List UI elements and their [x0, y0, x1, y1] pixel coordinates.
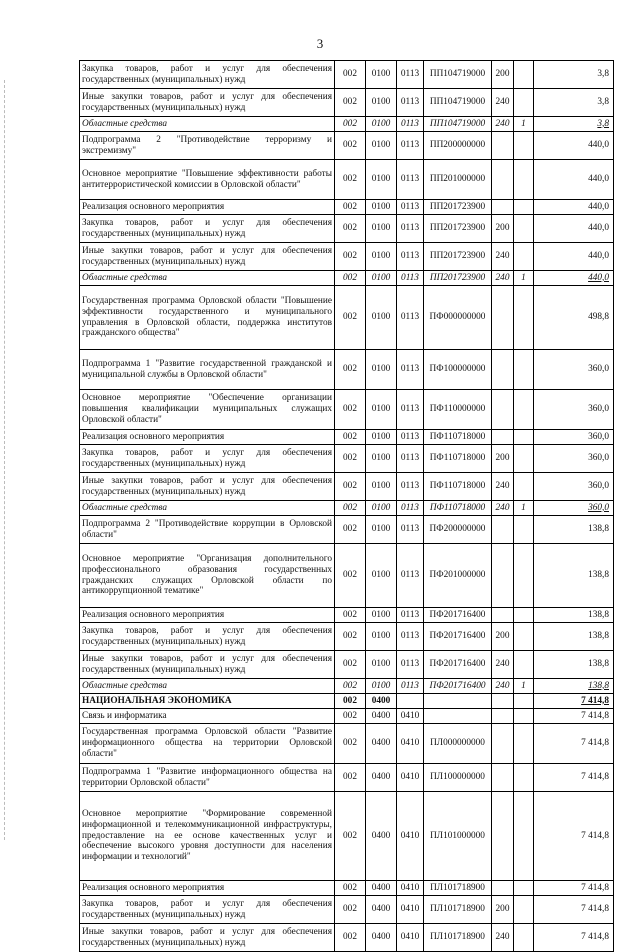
table-row	[80, 896, 614, 924]
table-row	[80, 200, 614, 215]
row-amount: 440,0	[534, 132, 614, 160]
row-target-article: ПП201000000	[424, 160, 492, 200]
table-row	[80, 881, 614, 896]
table-row	[80, 608, 614, 623]
table-row	[80, 271, 614, 286]
row-subsection: 0113	[397, 200, 424, 215]
row-target-article: ПП201723900	[424, 271, 492, 286]
row-funding-source: 1	[514, 501, 534, 516]
row-section: 0100	[366, 132, 397, 160]
row-subsection: 0113	[397, 132, 424, 160]
row-subsection: 0113	[397, 651, 424, 679]
row-name: Подпрограмма 2 "Противодействие терроризму и экстремизму"	[80, 132, 335, 160]
row-grbs: 002	[335, 215, 366, 243]
row-name: Закупка товаров, работ и услуг для обеспечения государственных (муниципальных) нужд	[80, 445, 335, 473]
row-funding-source	[514, 792, 534, 881]
row-funding-source	[514, 881, 534, 896]
row-amount: 3,8	[534, 89, 614, 117]
row-subsection: 0113	[397, 61, 424, 89]
row-grbs: 002	[335, 286, 366, 350]
row-name: Областные средства	[80, 679, 335, 694]
row-funding-source	[514, 286, 534, 350]
row-subsection: 0410	[397, 881, 424, 896]
row-expense-type	[492, 694, 514, 709]
row-expense-type	[492, 881, 514, 896]
row-target-article: ПЛ101718900	[424, 924, 492, 952]
row-name: Основное мероприятие "Организация дополнительного профессионального образования государственных гражданских служащих Орловской области по антикоррупционной тематике"	[80, 544, 335, 608]
row-section: 0400	[366, 764, 397, 792]
row-amount: 440,0	[534, 243, 614, 271]
table-row	[80, 286, 614, 350]
row-expense-type: 240	[492, 924, 514, 952]
table-row	[80, 694, 614, 709]
row-name: Реализация основного мероприятия	[80, 200, 335, 215]
row-section: 0100	[366, 243, 397, 271]
row-section: 0100	[366, 651, 397, 679]
row-amount: 440,0	[534, 271, 614, 286]
row-section: 0400	[366, 896, 397, 924]
row-name: Закупка товаров, работ и услуг для обеспечения государственных (муниципальных) нужд	[80, 623, 335, 651]
row-name: Реализация основного мероприятия	[80, 881, 335, 896]
row-section: 0100	[366, 516, 397, 544]
table-row	[80, 215, 614, 243]
row-expense-type: 200	[492, 445, 514, 473]
row-subsection: 0113	[397, 390, 424, 430]
row-section: 0400	[366, 694, 397, 709]
row-grbs: 002	[335, 200, 366, 215]
row-section: 0100	[366, 608, 397, 623]
row-name: Закупка товаров, работ и услуг для обеспечения государственных (муниципальных) нужд	[80, 215, 335, 243]
row-funding-source	[514, 651, 534, 679]
row-section: 0400	[366, 724, 397, 764]
row-funding-source	[514, 924, 534, 952]
row-expense-type	[492, 286, 514, 350]
row-target-article: ПЛ101000000	[424, 792, 492, 881]
row-amount: 360,0	[534, 390, 614, 430]
row-expense-type	[492, 350, 514, 390]
row-target-article: ПФ201716400	[424, 623, 492, 651]
row-target-article: ПФ110718000	[424, 445, 492, 473]
row-section: 0400	[366, 792, 397, 881]
row-target-article: ПФ100000000	[424, 350, 492, 390]
row-amount: 7 414,8	[534, 724, 614, 764]
row-subsection: 0113	[397, 160, 424, 200]
row-target-article: ПЛ100000000	[424, 764, 492, 792]
row-section: 0100	[366, 286, 397, 350]
row-subsection: 0113	[397, 430, 424, 445]
row-amount: 138,8	[534, 679, 614, 694]
row-section: 0100	[366, 623, 397, 651]
row-amount: 7 414,8	[534, 764, 614, 792]
row-name: Закупка товаров, работ и услуг для обеспечения государственных (муниципальных) нужд	[80, 896, 335, 924]
table-row	[80, 516, 614, 544]
row-target-article	[424, 694, 492, 709]
budget-table-body	[80, 61, 614, 952]
row-amount: 360,0	[534, 350, 614, 390]
row-funding-source	[514, 390, 534, 430]
row-name: Иные закупки товаров, работ и услуг для обеспечения государственных (муниципальных) нужд	[80, 651, 335, 679]
row-subsection: 0113	[397, 117, 424, 132]
row-expense-type	[492, 200, 514, 215]
row-subsection: 0113	[397, 516, 424, 544]
row-funding-source	[514, 473, 534, 501]
row-funding-source	[514, 623, 534, 651]
row-target-article: ПФ200000000	[424, 516, 492, 544]
row-grbs: 002	[335, 608, 366, 623]
row-subsection: 0113	[397, 286, 424, 350]
row-amount: 360,0	[534, 430, 614, 445]
row-name: Государственная программа Орловской области "Развитие информационного общества на территории Орловской области"	[80, 724, 335, 764]
table-row	[80, 132, 614, 160]
row-grbs: 002	[335, 679, 366, 694]
row-grbs: 002	[335, 881, 366, 896]
row-subsection: 0113	[397, 89, 424, 117]
row-expense-type: 240	[492, 473, 514, 501]
row-grbs: 002	[335, 117, 366, 132]
row-amount: 360,0	[534, 445, 614, 473]
row-section: 0400	[366, 881, 397, 896]
row-subsection: 0113	[397, 445, 424, 473]
row-section: 0100	[366, 544, 397, 608]
row-section: 0100	[366, 473, 397, 501]
row-section: 0100	[366, 679, 397, 694]
row-amount: 3,8	[534, 61, 614, 89]
table-row	[80, 623, 614, 651]
row-target-article: ПП201723900	[424, 215, 492, 243]
row-subsection: 0113	[397, 243, 424, 271]
row-expense-type: 240	[492, 243, 514, 271]
table-row	[80, 89, 614, 117]
row-grbs: 002	[335, 445, 366, 473]
row-amount: 138,8	[534, 623, 614, 651]
row-grbs: 002	[335, 132, 366, 160]
row-target-article: ПП201723900	[424, 243, 492, 271]
row-funding-source	[514, 724, 534, 764]
row-amount: 7 414,8	[534, 792, 614, 881]
row-target-article: ПФ201716400	[424, 651, 492, 679]
row-name: Основное мероприятие "Формирование современной информационной и телекоммуникационной инфраструктуры, предоставление на ее основе качественных услуг и обеспечение высокого уровня доступности для населения информации и технологий"	[80, 792, 335, 881]
row-target-article: ПП104719000	[424, 89, 492, 117]
row-name: Иные закупки товаров, работ и услуг для обеспечения государственных (муниципальных) нужд	[80, 924, 335, 952]
row-grbs: 002	[335, 390, 366, 430]
row-funding-source	[514, 896, 534, 924]
row-amount: 7 414,8	[534, 924, 614, 952]
row-grbs: 002	[335, 544, 366, 608]
row-amount: 440,0	[534, 215, 614, 243]
row-expense-type: 200	[492, 896, 514, 924]
row-grbs: 002	[335, 160, 366, 200]
row-name: Иные закупки товаров, работ и услуг для обеспечения государственных (муниципальных) нужд	[80, 473, 335, 501]
table-row	[80, 473, 614, 501]
table-row	[80, 445, 614, 473]
row-target-article: ПЛ101718900	[424, 896, 492, 924]
row-subsection: 0410	[397, 924, 424, 952]
row-target-article: ПФ110000000	[424, 390, 492, 430]
row-target-article: ПФ110718000	[424, 473, 492, 501]
row-section: 0400	[366, 924, 397, 952]
row-funding-source	[514, 608, 534, 623]
row-target-article	[424, 709, 492, 724]
row-amount: 138,8	[534, 651, 614, 679]
row-target-article: ПФ000000000	[424, 286, 492, 350]
row-target-article: ПЛ000000000	[424, 724, 492, 764]
row-expense-type	[492, 792, 514, 881]
row-funding-source	[514, 215, 534, 243]
row-expense-type	[492, 132, 514, 160]
row-name: Реализация основного мероприятия	[80, 430, 335, 445]
row-expense-type: 240	[492, 651, 514, 679]
row-name: НАЦИОНАЛЬНАЯ ЭКОНОМИКА	[80, 694, 335, 709]
row-name: Государственная программа Орловской области "Повышение эффективности государственного и муниципального управления в Орловской области, поддержка институтов гражданского общества"	[80, 286, 335, 350]
row-amount: 7 414,8	[534, 709, 614, 724]
row-name: Областные средства	[80, 117, 335, 132]
table-row	[80, 724, 614, 764]
row-funding-source	[514, 243, 534, 271]
row-funding-source	[514, 200, 534, 215]
table-row	[80, 792, 614, 881]
row-section: 0100	[366, 215, 397, 243]
row-grbs: 002	[335, 764, 366, 792]
budget-table	[79, 60, 614, 952]
row-grbs: 002	[335, 651, 366, 679]
row-expense-type: 240	[492, 117, 514, 132]
row-expense-type	[492, 724, 514, 764]
scan-margin-line	[4, 80, 5, 840]
row-grbs: 002	[335, 694, 366, 709]
table-row	[80, 924, 614, 952]
row-grbs: 002	[335, 350, 366, 390]
row-target-article: ПП104719000	[424, 117, 492, 132]
row-section: 0100	[366, 160, 397, 200]
table-row	[80, 117, 614, 132]
row-name: Областные средства	[80, 501, 335, 516]
row-name: Подпрограмма 2 "Противодействие коррупции в Орловской области"	[80, 516, 335, 544]
table-row	[80, 390, 614, 430]
row-expense-type	[492, 430, 514, 445]
row-grbs: 002	[335, 709, 366, 724]
table-row	[80, 651, 614, 679]
row-amount: 138,8	[534, 608, 614, 623]
row-section: 0100	[366, 350, 397, 390]
row-grbs: 002	[335, 924, 366, 952]
row-section: 0100	[366, 445, 397, 473]
row-section: 0100	[366, 390, 397, 430]
row-grbs: 002	[335, 89, 366, 117]
row-funding-source	[514, 544, 534, 608]
row-subsection: 0410	[397, 764, 424, 792]
row-section: 0100	[366, 271, 397, 286]
row-funding-source	[514, 445, 534, 473]
row-funding-source: 1	[514, 271, 534, 286]
row-expense-type	[492, 544, 514, 608]
row-grbs: 002	[335, 501, 366, 516]
row-amount: 7 414,8	[534, 896, 614, 924]
row-amount: 498,8	[534, 286, 614, 350]
row-subsection: 0113	[397, 623, 424, 651]
row-subsection: 0113	[397, 271, 424, 286]
row-funding-source	[514, 694, 534, 709]
row-section: 0100	[366, 89, 397, 117]
row-target-article: ПП200000000	[424, 132, 492, 160]
table-row	[80, 709, 614, 724]
page-number: 3	[316, 36, 324, 51]
row-target-article: ПФ201000000	[424, 544, 492, 608]
row-subsection: 0113	[397, 501, 424, 516]
row-grbs: 002	[335, 516, 366, 544]
table-row	[80, 430, 614, 445]
row-expense-type: 200	[492, 623, 514, 651]
row-grbs: 002	[335, 473, 366, 501]
row-expense-type	[492, 608, 514, 623]
table-row	[80, 350, 614, 390]
row-funding-source: 1	[514, 117, 534, 132]
row-subsection: 0113	[397, 350, 424, 390]
row-expense-type: 200	[492, 61, 514, 89]
table-row	[80, 679, 614, 694]
row-name: Основное мероприятие "Обеспечение организации повышения квалификации муниципальных служащих Орловской области"	[80, 390, 335, 430]
row-section: 0100	[366, 117, 397, 132]
row-expense-type: 240	[492, 679, 514, 694]
row-subsection: 0410	[397, 724, 424, 764]
row-amount: 138,8	[534, 544, 614, 608]
row-grbs: 002	[335, 243, 366, 271]
row-funding-source	[514, 709, 534, 724]
row-name: Областные средства	[80, 271, 335, 286]
table-row	[80, 61, 614, 89]
row-section: 0400	[366, 709, 397, 724]
row-grbs: 002	[335, 61, 366, 89]
row-grbs: 002	[335, 792, 366, 881]
row-subsection: 0410	[397, 792, 424, 881]
row-amount: 440,0	[534, 160, 614, 200]
row-target-article: ПФ201716400	[424, 679, 492, 694]
row-funding-source	[514, 89, 534, 117]
row-grbs: 002	[335, 430, 366, 445]
row-expense-type	[492, 709, 514, 724]
row-target-article: ПП201723900	[424, 200, 492, 215]
row-name: Подпрограмма 1 "Развитие информационного общества на территории Орловской области"	[80, 764, 335, 792]
row-section: 0100	[366, 200, 397, 215]
row-grbs: 002	[335, 724, 366, 764]
row-subsection: 0410	[397, 709, 424, 724]
row-subsection: 0113	[397, 215, 424, 243]
row-expense-type: 200	[492, 215, 514, 243]
row-target-article: ПП104719000	[424, 61, 492, 89]
row-amount: 360,0	[534, 501, 614, 516]
row-target-article: ПФ201716400	[424, 608, 492, 623]
table-row	[80, 544, 614, 608]
row-expense-type	[492, 390, 514, 430]
row-funding-source	[514, 132, 534, 160]
row-target-article: ПФ110718000	[424, 430, 492, 445]
row-section: 0100	[366, 501, 397, 516]
row-name: Иные закупки товаров, работ и услуг для обеспечения государственных (муниципальных) нужд	[80, 89, 335, 117]
row-name: Основное мероприятие "Повышение эффективности работы антитеррористической комиссии в Орловской области"	[80, 160, 335, 200]
row-name: Закупка товаров, работ и услуг для обеспечения государственных (муниципальных) нужд	[80, 61, 335, 89]
row-name: Подпрограмма 1 "Развитие государственной гражданской и муниципальной службы в Орловской области"	[80, 350, 335, 390]
row-funding-source	[514, 61, 534, 89]
row-amount: 138,8	[534, 516, 614, 544]
table-row	[80, 243, 614, 271]
row-subsection: 0113	[397, 679, 424, 694]
table-row	[80, 501, 614, 516]
row-section: 0100	[366, 61, 397, 89]
row-expense-type: 240	[492, 501, 514, 516]
row-funding-source	[514, 160, 534, 200]
row-funding-source: 1	[514, 679, 534, 694]
row-expense-type: 240	[492, 271, 514, 286]
row-funding-source	[514, 430, 534, 445]
table-row	[80, 160, 614, 200]
row-funding-source	[514, 516, 534, 544]
row-subsection: 0410	[397, 896, 424, 924]
row-subsection: 0113	[397, 608, 424, 623]
row-name: Связь и информатика	[80, 709, 335, 724]
row-grbs: 002	[335, 271, 366, 286]
row-amount: 3,8	[534, 117, 614, 132]
row-amount: 360,0	[534, 473, 614, 501]
row-expense-type	[492, 764, 514, 792]
row-expense-type: 240	[492, 89, 514, 117]
row-target-article: ПЛ101718900	[424, 881, 492, 896]
row-amount: 7 414,8	[534, 694, 614, 709]
row-target-article: ПФ110718000	[424, 501, 492, 516]
row-name: Иные закупки товаров, работ и услуг для обеспечения государственных (муниципальных) нужд	[80, 243, 335, 271]
row-name: Реализация основного мероприятия	[80, 608, 335, 623]
row-amount: 7 414,8	[534, 881, 614, 896]
row-expense-type	[492, 516, 514, 544]
row-grbs: 002	[335, 623, 366, 651]
row-funding-source	[514, 350, 534, 390]
row-subsection: 0113	[397, 544, 424, 608]
row-amount: 440,0	[534, 200, 614, 215]
row-section: 0100	[366, 430, 397, 445]
row-grbs: 002	[335, 896, 366, 924]
row-funding-source	[514, 764, 534, 792]
row-subsection	[397, 694, 424, 709]
row-subsection: 0113	[397, 473, 424, 501]
row-expense-type	[492, 160, 514, 200]
table-row	[80, 764, 614, 792]
